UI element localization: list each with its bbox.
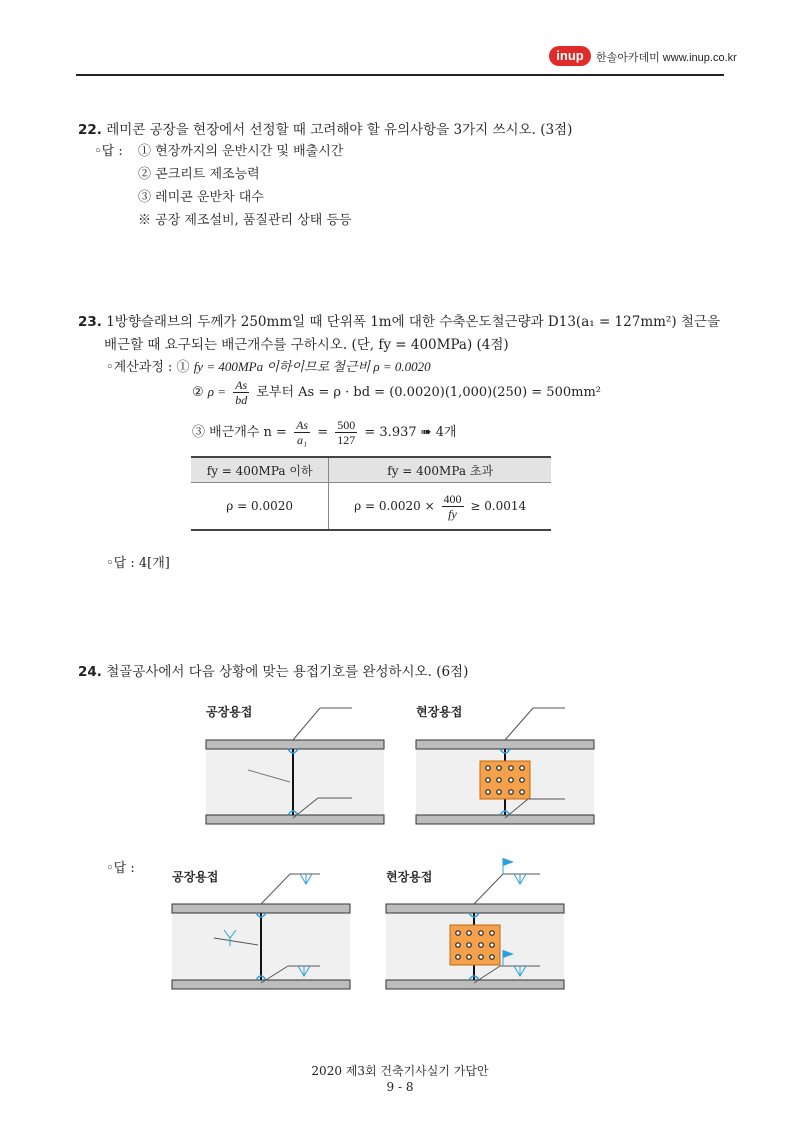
calc-lead: 배근개수 n = (209, 425, 287, 440)
answer-label-shop: 공장용접 (172, 870, 219, 884)
table-header: fy = 400MPa 초과 (329, 457, 551, 483)
answer-label: ◦답 : (94, 144, 123, 159)
question-diagram-shop-weld (206, 708, 384, 824)
question-text: 레미콘 공장을 현장에서 선정할 때 고려해야 할 유의사항을 3가지 쓰시오. (3점) (106, 122, 573, 138)
brand-logo: inup (549, 46, 591, 66)
fraction-numerator: 500 (337, 418, 356, 432)
fraction-denominator: bd (235, 393, 248, 407)
cell-tail: ≥ 0.0014 (470, 498, 527, 513)
fraction-denominator: fy (448, 506, 457, 521)
calc-text: fy = 400MPa 이하이므로 철근비 ρ = 0.0020 (193, 359, 431, 374)
answer-item: ① 현장까지의 운반시간 및 배출시간 (138, 144, 344, 159)
table-header: fy = 400MPa 이하 (191, 457, 329, 483)
step-number: ② (192, 385, 204, 400)
table-cell: ρ = 0.0020 (191, 483, 329, 531)
equals: = (317, 425, 329, 440)
page-number: 9 - 8 (386, 1080, 414, 1094)
answer-23: ◦답 : 4[개] (106, 556, 170, 571)
calc-text: 로부터 As = ρ · bd = (0.0020)(1,000)(250) = 500mm² (256, 385, 601, 400)
question-number: 22. (78, 122, 102, 138)
calc-label: ◦계산과정 : ① (106, 360, 190, 375)
question-text: 철골공사에서 다음 상황에 맞는 용접기호를 완성하시오. (6점) (106, 664, 469, 680)
cell-lead: ρ = 0.0020 × (354, 498, 435, 513)
question-text-line1: 1방향슬래브의 두께가 250mm일 때 단위폭 1m에 대한 수축온도철근량과 D13(a₁ = 127mm²) 철근을 (106, 314, 721, 330)
figure-label-field: 현장용접 (416, 705, 463, 719)
fraction-numerator: As (296, 418, 309, 432)
question-text-line2: 배근할 때 요구되는 배근개수를 구하시오. (단, fy = 400MPa) (4점) (104, 337, 509, 353)
question-diagram-field-weld (416, 708, 594, 824)
answer-label-field: 현장용접 (386, 870, 433, 884)
calc-text: = 3.937 ➠ 4개 (364, 425, 457, 440)
question-number: 24. (78, 664, 102, 680)
brand-text: 한솔아카데미 www.inup.co.kr (596, 52, 737, 64)
question-number: 23. (78, 314, 102, 330)
fraction-denominator: 127 (337, 433, 356, 447)
fraction-denominator: a₁ (296, 433, 308, 447)
step-number: ③ (192, 425, 206, 440)
fraction-numerator: 400 (443, 491, 462, 506)
answer-item: ③ 레미콘 운반차 대수 (138, 190, 264, 205)
answer-note: ※ 공장 제조설비, 품질관리 상태 등등 (138, 213, 352, 228)
figure-label-shop: 공장용접 (206, 705, 253, 719)
footer-title: 2020 제3회 건축기사실기 가답안 (311, 1064, 489, 1078)
rho-symbol: ρ = (207, 384, 227, 399)
answer-24-label: ◦답 : (106, 861, 135, 876)
answer-item: ② 콘크리트 제조능력 (138, 167, 260, 182)
answer-diagram-shop-weld (172, 874, 350, 989)
fraction-numerator: As (235, 378, 248, 392)
